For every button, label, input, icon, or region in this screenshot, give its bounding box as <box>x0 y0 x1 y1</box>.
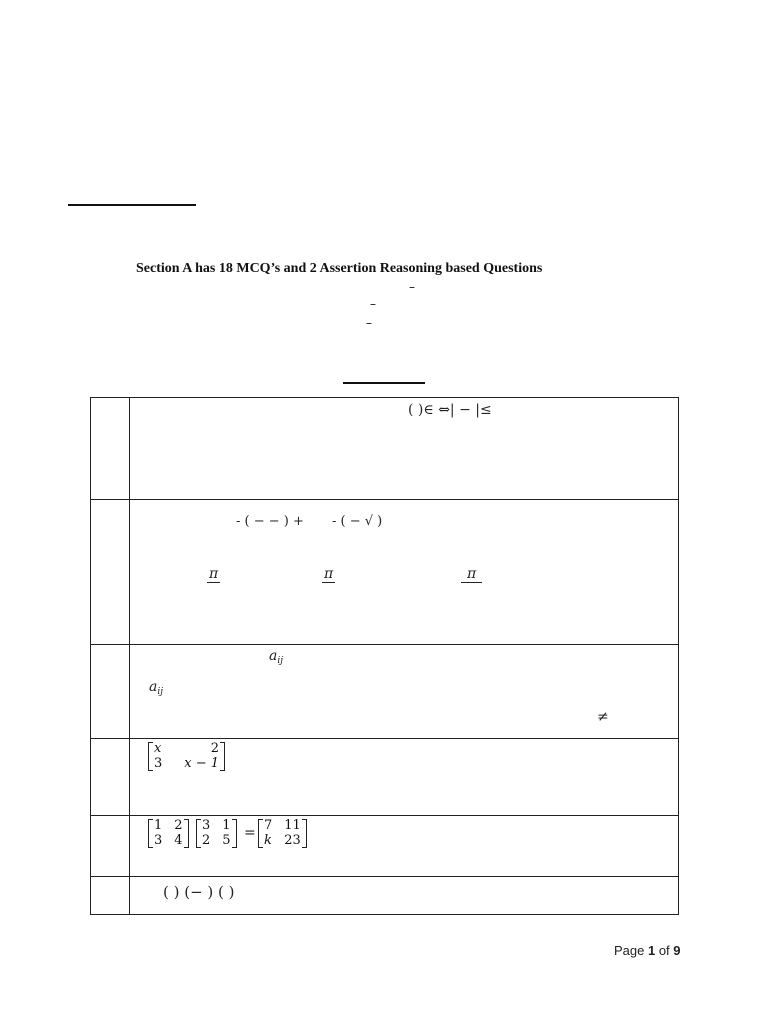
math-term-aij: $a_{ij}$ <box>269 648 284 666</box>
dash-mark: – <box>366 316 372 330</box>
math-fragment-right: - ( − √ ) <box>332 514 383 529</box>
table-row <box>91 645 679 739</box>
section-a-instruction: Section A has 18 MCQ’s and 2 Assertion Reasoning based Questions <box>136 261 543 276</box>
question-cell <box>130 877 679 915</box>
option-b-pi: π <box>324 566 334 582</box>
table-row <box>91 816 679 877</box>
equals-sign: = <box>244 825 256 841</box>
math-fragment: ( ) (− ) ( ) <box>163 883 235 901</box>
question-number-cell <box>91 877 130 915</box>
option-c-pi: π <box>461 566 482 583</box>
page-footer: Page 1 of 9 <box>614 943 681 958</box>
matrix-b: 3 1 2 5 <box>196 819 237 848</box>
option-a-pi: π <box>209 566 219 582</box>
table-row <box>91 739 679 816</box>
question-cell <box>130 816 679 877</box>
dash-mark: – <box>409 280 415 294</box>
matrix-a: 1 2 3 4 <box>148 819 189 848</box>
math-fragment: ( )∈ ⇔| − |≤ <box>408 402 492 418</box>
math-term-aij: $a_{ij}$ <box>149 679 164 697</box>
question-number-cell <box>91 500 130 645</box>
question-table <box>90 397 679 915</box>
question-number-cell <box>91 645 130 739</box>
matrix: x 2 3 x − 1 <box>148 742 225 771</box>
question-number-cell <box>91 739 130 816</box>
question-number-cell <box>91 816 130 877</box>
table-row <box>91 398 679 500</box>
table-row <box>91 877 679 915</box>
header-underline <box>68 204 196 206</box>
dash-mark: – <box>370 297 376 311</box>
question-cell <box>130 398 679 500</box>
question-number-cell <box>91 398 130 500</box>
table-row <box>91 500 679 645</box>
matrix-c: 7 11 k 23 <box>258 819 307 848</box>
question-cell <box>130 739 679 816</box>
math-fragment-left: - ( − − ) + <box>236 514 304 529</box>
not-equal-symbol: ≠ <box>597 709 609 725</box>
question-cell <box>130 645 679 739</box>
section-heading-underline <box>343 382 425 384</box>
question-cell <box>130 500 679 645</box>
